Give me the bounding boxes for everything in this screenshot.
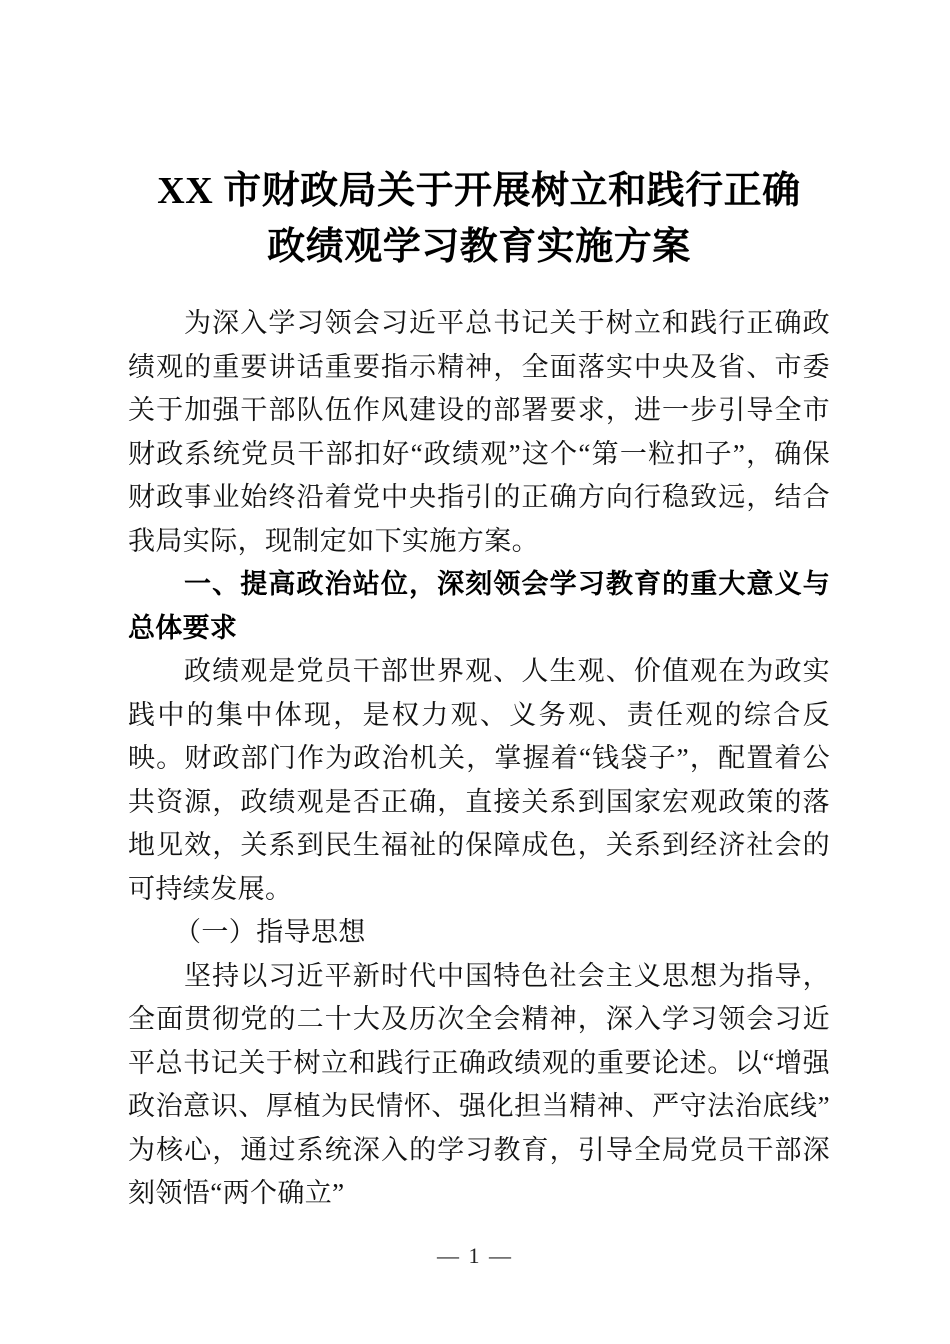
page-title — [128, 0, 830, 275]
subheading-guiding-thought: （一）指导思想 — [174, 917, 366, 947]
guiding-thought-paragraph: 坚持以习近平新时代中国特色社会主义思想为指导，全面贯彻党的二十大及历次全会精神，深入学习领会习近平总书记关于树立和践行正确政绩观的重要论述。以“增强政治意识、厚植为民情怀、强化担当精神、严守法治底线”为核心，通过系统深入的学习教育，引导全局党员干部深刻领悟“两个确立” — [128, 960, 830, 1208]
section-heading-one: 一、提高政治站位，深刻领会学习教育的重大意义与总体要求 — [128, 569, 830, 643]
title-body-spacer — [128, 275, 830, 302]
opening-paragraph: 为深入学习领会习近平总书记关于树立和践行正确政绩观的重要讲话重要指示精神，全面落实中央及省、市委关于加强干部队伍作风建设的部署要求，进一步引导全市财政系统党员干部扣好“政绩观”这个“第一粒扣子”，确保财政事业始终沿着党中央指引的正确方向行稳致远，结合我局实际，现制定如下实施方案。 — [128, 308, 830, 556]
page-title-line-1: XX 市财政局关于开展树立和践行正确 — [157, 170, 801, 212]
page-title-line-2: 政绩观学习教育实施方案 — [267, 226, 691, 268]
significance-paragraph: 政绩观是党员干部世界观、人生观、价值观在为政实践中的集中体现，是权力观、义务观、责任观的综合反映。财政部门作为政治机关，掌握着“钱袋子”，配置着公共资源，政绩观是否正确，直接关系到国家宏观政策的落地见效，关系到民生福祉的保障成色，关系到经济社会的可持续发展。 — [128, 656, 830, 904]
page-number-footer: — 1 — — [437, 1243, 513, 1268]
document-content-column — [128, 0, 830, 1216]
